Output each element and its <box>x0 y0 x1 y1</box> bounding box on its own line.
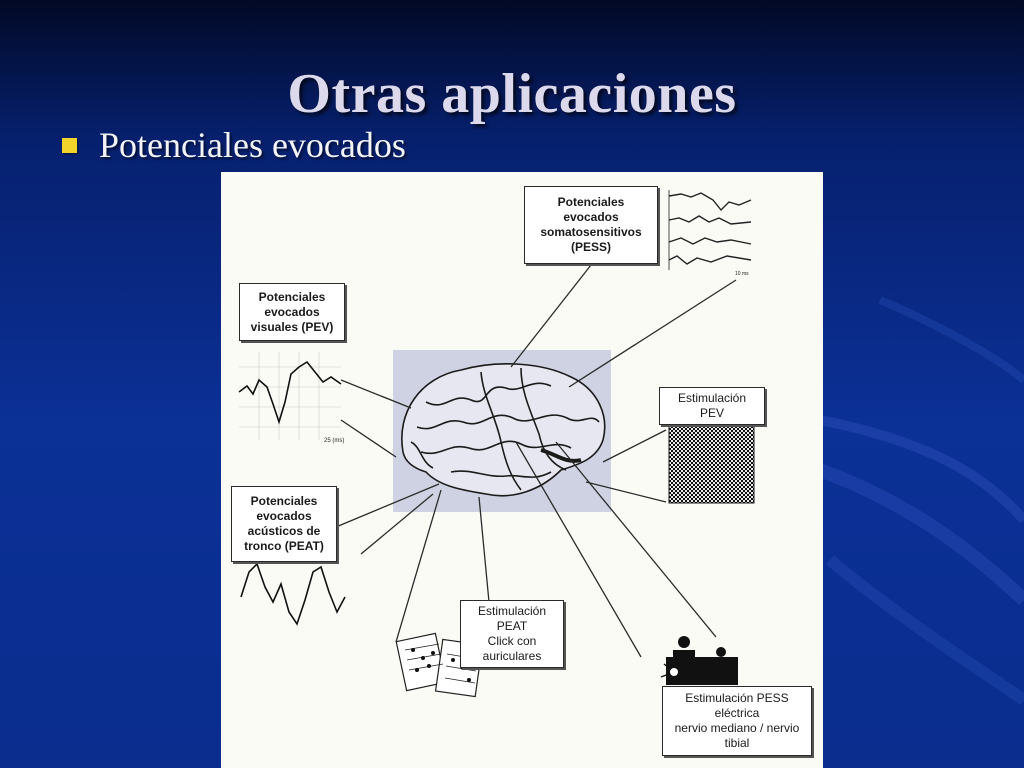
label-pess-line-3: somatosensitivos <box>540 225 642 239</box>
evoked-potentials-figure <box>221 172 823 768</box>
label-peat <box>231 486 337 562</box>
pev-waveform <box>239 352 344 444</box>
label-stim-peat-line-2: PEAT <box>496 619 528 633</box>
checkerboard-stimulus-icon <box>669 425 754 503</box>
label-stim-pev-line-2: PEV <box>699 406 724 420</box>
peat-waveform <box>241 564 345 624</box>
label-stim-peat-line-4: auriculares <box>482 649 542 663</box>
label-pess-line-2: evocados <box>563 210 619 224</box>
slide-title: Otras aplicaciones <box>287 63 737 125</box>
label-stim-peat-line-1: Estimulación <box>477 604 547 618</box>
label-peat-line-1: Potenciales <box>250 494 318 508</box>
label-pev <box>239 283 345 341</box>
label-peat-line-3: acústicos de <box>247 524 321 538</box>
label-pev-line-2: evocados <box>264 304 320 319</box>
label-stim-pev <box>659 387 765 425</box>
bullet-text: Potenciales evocados <box>99 125 406 165</box>
svg-text:10 ms: 10 ms <box>735 271 749 277</box>
label-peat-line-4: tronco (PEAT) <box>244 539 324 553</box>
label-stim-pess-line-4: tibial <box>724 736 750 750</box>
label-pess-line-4: (PESS) <box>570 240 611 254</box>
bullet-square-icon <box>62 138 77 153</box>
label-stim-pess <box>662 686 812 756</box>
svg-text:25 (ms): 25 (ms) <box>324 438 345 444</box>
label-pev-line-1: Potenciales <box>258 289 326 304</box>
label-pev-line-3: visuales (PEV) <box>250 319 334 334</box>
label-stim-peat-line-3: Click con <box>487 634 537 648</box>
electrical-stimulator-icon <box>661 636 738 685</box>
label-stim-pev-line-1: Estimulación <box>677 391 747 405</box>
label-peat-line-2: evocados <box>256 509 312 523</box>
label-pess-line-1: Potenciales <box>557 195 625 209</box>
figure-drawing <box>221 172 823 768</box>
label-stim-pess-line-3: nervio mediano / nervio <box>674 721 800 735</box>
label-stim-peat <box>460 600 564 668</box>
pess-waveforms <box>669 190 751 277</box>
label-pess <box>524 186 658 264</box>
bullet-item <box>62 124 406 166</box>
label-stim-pess-line-1: Estimulación PESS <box>685 691 789 705</box>
label-stim-pess-line-2: eléctrica <box>714 706 760 720</box>
